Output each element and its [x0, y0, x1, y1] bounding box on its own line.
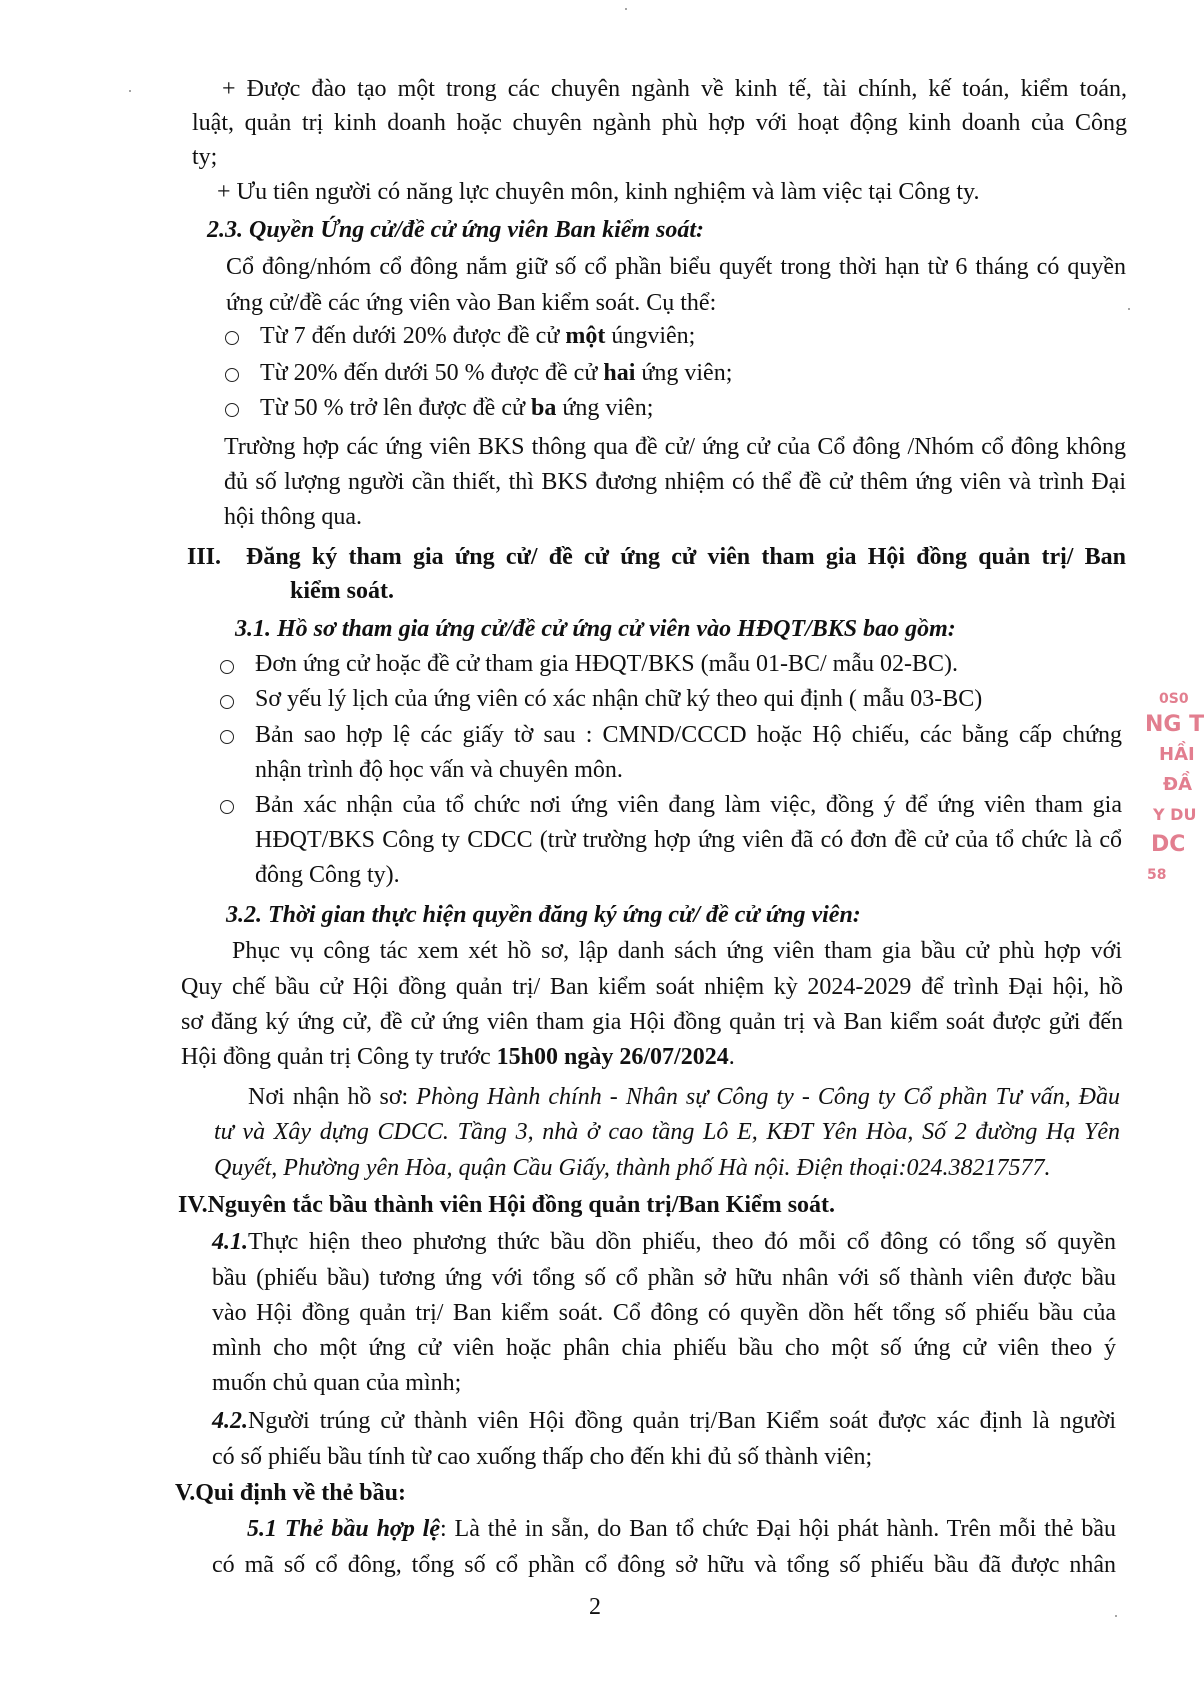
text-line: Quy chế bầu cử Hội đồng quản trị/ Ban kiểm soát nhiệm kỳ 2024-2029 để trình Đại hội, hồ [181, 974, 1123, 1000]
text-line: + Được đào tạo một trong các chuyên ngành về kinh tế, tài chính, kế toán, kiểm toán, [222, 76, 1127, 102]
text-line: ứng cử/đề các ứng viên vào Ban kiểm soát. Cụ thể: [226, 290, 717, 316]
section-heading-v: V.Qui định về thẻ bầu: [175, 1480, 406, 1506]
bullet-circle-icon [220, 695, 234, 709]
bullet-circle-icon [220, 730, 234, 744]
text-line: 5.1 Thẻ bầu hợp lệ: Là thẻ in sẵn, do Ban tổ chức Đại hội phát hành. Trên mỗi thẻ bầu [247, 1516, 1116, 1542]
text-line: vào Hội đồng quản trị/ Ban kiểm soát. Cổ đông có quyền dồn hết tổng số phiếu bầu của [212, 1300, 1116, 1326]
scan-speck [1128, 308, 1130, 310]
text-line: Phục vụ công tác xem xét hồ sơ, lập danh sách ứng viên tham gia bầu cử phù hợp với [232, 938, 1122, 964]
text-line: 4.2.Người trúng cử thành viên Hội đồng quản trị/Ban Kiểm soát được xác định là người [212, 1408, 1116, 1434]
scan-speck [129, 90, 131, 92]
bullet-circle-icon [225, 368, 239, 382]
text-line: bầu (phiếu bầu) tương ứng với tổng số cổ phần sở hữu nhân với số thành viên được bầu [212, 1265, 1116, 1291]
list-item: Từ 50 % trở lên được đề cử ba ứng viên; [260, 395, 654, 421]
text-line: ty; [192, 144, 218, 170]
text-line: sơ đăng ký ứng cử, đề cử ứng viên tham gia Hội đồng quản trị và Ban kiểm soát được gửi đến [181, 1009, 1123, 1035]
section-number-iii: III. [187, 544, 222, 570]
text-line: Nơi nhận hồ sơ: Phòng Hành chính - Nhân sự Công ty - Công ty Cổ phần Tư vấn, Đầu [248, 1084, 1120, 1110]
list-item: Đơn ứng cử hoặc đề cử tham gia HĐQT/BKS (mẫu 01-BC/ mẫu 02-BC). [255, 651, 958, 677]
list-item-cont: nhận trình độ học vấn và chuyên môn. [255, 757, 623, 783]
bullet-circle-icon [225, 403, 239, 417]
text-line: tư và Xây dựng CDCC. Tầng 3, nhà ở cao tầng Lô E, KĐT Yên Hòa, Số 2 đường Hạ Yên [214, 1119, 1120, 1145]
bullet-circle-icon [220, 660, 234, 674]
text-line: đủ số lượng người cần thiết, thì BKS đương nhiệm có thể đề cử thêm ứng viên và trình Đại [224, 469, 1126, 495]
list-item: Bản sao hợp lệ các giấy tờ sau : CMND/CCCD hoặc Hộ chiếu, các bằng cấp chứng [255, 722, 1122, 748]
text-line: hội thông qua. [224, 504, 362, 530]
section-heading-iii-cont: kiểm soát. [290, 578, 394, 604]
list-item: Từ 20% đến dưới 50 % được đề cử hai ứng viên; [260, 360, 733, 386]
text-line: luật, quản trị kinh doanh hoặc chuyên ngành phù hợp với hoạt động kinh doanh của Công [192, 110, 1127, 136]
list-item-cont: đông Công ty). [255, 862, 400, 888]
text-line: Quyết, Phường yên Hòa, quận Cầu Giấy, thành phố Hà nội. Điện thoại:024.38217577. [214, 1155, 1051, 1181]
text-line: có mã số cổ đông, tổng số cổ phần cổ đông sở hữu và tổng số phiếu bầu đã được nhân [212, 1552, 1116, 1578]
section-heading-2-3: 2.3. Quyền Ứng cử/đề cử ứng viên Ban kiểm soát: [207, 217, 705, 243]
company-seal-stamp: 0S0 NG T HẦI ĐẦ Y DU DC 58 [1145, 691, 1204, 883]
text-line: Cổ đông/nhóm cổ đông nắm giữ số cổ phần biểu quyết trong thời hạn từ 6 tháng có quyền [226, 254, 1126, 280]
section-heading-3-2: 3.2. Thời gian thực hiện quyền đăng ký ứng cử/ đề cử ứng viên: [226, 902, 861, 928]
list-item: Sơ yếu lý lịch của ứng viên có xác nhận chữ ký theo qui định ( mẫu 03-BC) [255, 686, 983, 712]
text-line: Hội đồng quản trị Công ty trước 15h00 ngày 26/07/2024. [181, 1044, 735, 1070]
text-line: + Ưu tiên người có năng lực chuyên môn, kinh nghiệm và làm việc tại Công ty. [217, 179, 980, 205]
text-line: 4.1.Thực hiện theo phương thức bầu dồn phiếu, theo đó mỗi cổ đông có tổng số quyền [212, 1229, 1116, 1255]
text-line: mình cho một ứng cử viên hoặc phân chia phiếu bầu cho một số ứng cử viên theo ý [212, 1335, 1116, 1361]
text-line: Trường hợp các ứng viên BKS thông qua đề cử/ ứng cử của Cổ đông /Nhóm cổ đông không [224, 434, 1126, 460]
bullet-circle-icon [225, 331, 239, 345]
list-item: Bản xác nhận của tổ chức nơi ứng viên đang làm việc, đồng ý để ứng viên tham gia [255, 792, 1122, 818]
scan-speck [1115, 1615, 1117, 1617]
text-line: muốn chủ quan của mình; [212, 1370, 462, 1396]
section-heading-3-1: 3.1. Hồ sơ tham gia ứng cử/đề cử ứng cử viên vào HĐQT/BKS bao gồm: [235, 616, 956, 642]
page-number: 2 [589, 1594, 601, 1620]
scan-speck [625, 8, 627, 10]
bullet-circle-icon [220, 800, 234, 814]
text-line: có số phiếu bầu tính từ cao xuống thấp cho đến khi đủ số thành viên; [212, 1444, 873, 1470]
list-item: Từ 7 đến dưới 20% được đề cử một úngviên; [260, 323, 696, 349]
section-heading-iii: Đăng ký tham gia ứng cử/ đề cử ứng cử viên tham gia Hội đồng quản trị/ Ban [246, 544, 1126, 570]
list-item-cont: HĐQT/BKS Công ty CDCC (trừ trường hợp ứng viên đã có đơn đề cử của tổ chức là cổ [255, 827, 1122, 853]
section-heading-iv: IV.Nguyên tắc bầu thành viên Hội đồng quản trị/Ban Kiểm soát. [178, 1192, 836, 1218]
